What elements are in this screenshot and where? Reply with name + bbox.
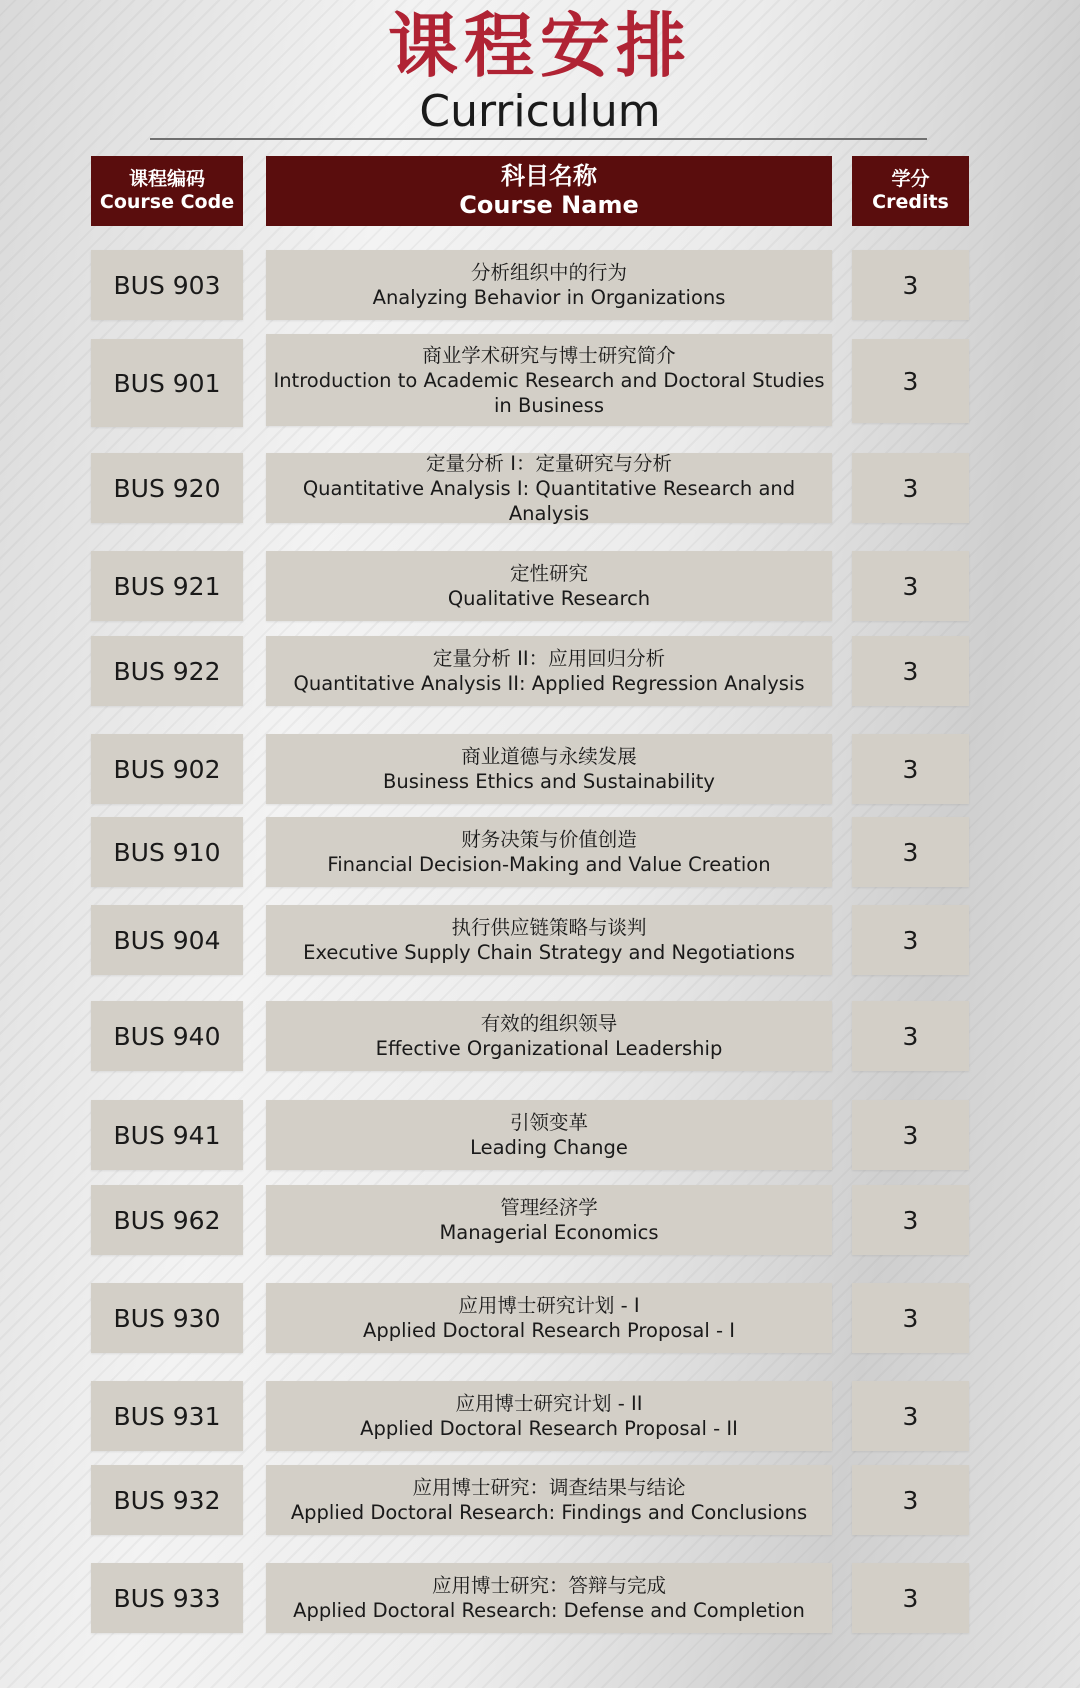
course-name-cell	[266, 817, 832, 887]
course-name-en: Applied Doctoral Research Proposal - II	[360, 1417, 738, 1440]
course-name-en: Business Ethics and Sustainability	[383, 770, 715, 793]
course-name-cn: 应用博士研究计划 - II	[455, 1392, 643, 1415]
course-name-cell	[266, 1465, 832, 1535]
course-name-cell	[266, 551, 832, 621]
course-code-cell: BUS 931	[91, 1381, 243, 1451]
course-code-cell: BUS 933	[91, 1563, 243, 1633]
course-name-en: Financial Decision-Making and Value Creation	[327, 853, 771, 876]
course-code-cell: BUS 902	[91, 734, 243, 804]
course-code-cell: BUS 932	[91, 1465, 243, 1535]
course-name-cell	[266, 905, 832, 975]
course-credits-cell: 3	[852, 1381, 969, 1451]
header-course-code-cn: 课程编码	[128, 168, 205, 191]
course-name-en: Leading Change	[470, 1136, 628, 1159]
course-name-cell	[266, 1563, 832, 1633]
course-name-cn: 应用博士研究计划 - I	[458, 1294, 640, 1317]
header-course-code-en: Course Code	[99, 191, 235, 213]
course-name-cn: 定量分析 I：定量研究与分析	[426, 451, 672, 475]
course-name-cn: 引领变革	[509, 1111, 588, 1134]
course-code-cell: BUS 922	[91, 636, 243, 706]
course-credits-cell: 3	[852, 1185, 969, 1255]
course-name-cn: 分析组织中的行为	[470, 261, 627, 284]
course-code-cell: BUS 910	[91, 817, 243, 887]
course-name-en: Applied Doctoral Research: Findings and Conclusions	[290, 1501, 808, 1524]
course-name-en: Quantitative Analysis II: Applied Regression Analysis	[293, 672, 805, 695]
course-name-cell	[266, 334, 832, 426]
header-credits-cn: 学分	[891, 168, 930, 191]
course-code-cell: BUS 930	[91, 1283, 243, 1353]
course-credits-cell: 3	[852, 1001, 969, 1071]
course-name-cn: 执行供应链策略与谈判	[451, 916, 647, 939]
course-name-en: Introduction to Academic Research and Doctoral Studies in Business	[273, 368, 825, 417]
course-credits-cell: 3	[852, 817, 969, 887]
course-name-en: Effective Organizational Leadership	[375, 1037, 723, 1060]
course-name-cell	[266, 734, 832, 804]
course-code-cell: BUS 941	[91, 1100, 243, 1170]
course-code-cell: BUS 903	[91, 250, 243, 320]
course-code-cell: BUS 940	[91, 1001, 243, 1071]
course-name-en: Executive Supply Chain Strategy and Negotiations	[303, 941, 795, 964]
course-name-en: Managerial Economics	[439, 1221, 659, 1244]
course-name-cn: 有效的组织领导	[480, 1012, 618, 1035]
course-name-cell	[266, 1185, 832, 1255]
course-name-cn: 定性研究	[509, 562, 588, 585]
course-credits-cell: 3	[852, 453, 969, 523]
course-name-cell	[266, 250, 832, 320]
course-name-cell	[266, 1100, 832, 1170]
course-credits-cell: 3	[852, 1283, 969, 1353]
course-name-en: Analyzing Behavior in Organizations	[372, 286, 726, 309]
course-code-cell: BUS 962	[91, 1185, 243, 1255]
course-name-en: Qualitative Research	[447, 587, 651, 610]
course-credits-cell: 3	[852, 551, 969, 621]
course-code-cell: BUS 904	[91, 905, 243, 975]
course-name-cn: 商业道德与永续发展	[461, 745, 637, 768]
course-name-cell	[266, 453, 832, 523]
course-name-cell	[266, 636, 832, 706]
course-name-en: Quantitative Analysis I: Quantitative Research and Analysis	[302, 476, 796, 525]
course-name-cell	[266, 1001, 832, 1071]
course-name-cell	[266, 1381, 832, 1451]
header-course-name-cn: 科目名称	[501, 162, 597, 191]
course-name-en: Applied Doctoral Research Proposal - I	[363, 1319, 735, 1342]
course-credits-cell: 3	[852, 1465, 969, 1535]
course-credits-cell: 3	[852, 1100, 969, 1170]
course-credits-cell: 3	[852, 905, 969, 975]
header-course-name-en: Course Name	[459, 191, 639, 219]
course-credits-cell: 3	[852, 339, 969, 423]
course-name-cn: 商业学术研究与博士研究简介	[422, 343, 676, 367]
header-credits-en: Credits	[872, 191, 949, 213]
course-name-en: Applied Doctoral Research: Defense and Completion	[293, 1599, 805, 1622]
course-code-cell: BUS 921	[91, 551, 243, 621]
course-name-cell	[266, 1283, 832, 1353]
course-name-cn: 应用博士研究：答辩与完成	[431, 1574, 666, 1597]
course-name-cn: 财务决策与价值创造	[461, 828, 637, 851]
course-name-cn: 应用博士研究：调查结果与结论	[412, 1476, 686, 1499]
course-name-cn: 管理经济学	[500, 1196, 598, 1219]
course-credits-cell: 3	[852, 734, 969, 804]
course-code-cell: BUS 920	[91, 453, 243, 523]
course-name-cn: 定量分析 II：应用回归分析	[432, 647, 666, 670]
title-english: Curriculum	[419, 86, 661, 137]
course-credits-cell: 3	[852, 250, 969, 320]
course-credits-cell: 3	[852, 1563, 969, 1633]
title-chinese: 课程安排	[388, 5, 692, 87]
course-code-cell: BUS 901	[91, 339, 243, 427]
course-credits-cell: 3	[852, 636, 969, 706]
